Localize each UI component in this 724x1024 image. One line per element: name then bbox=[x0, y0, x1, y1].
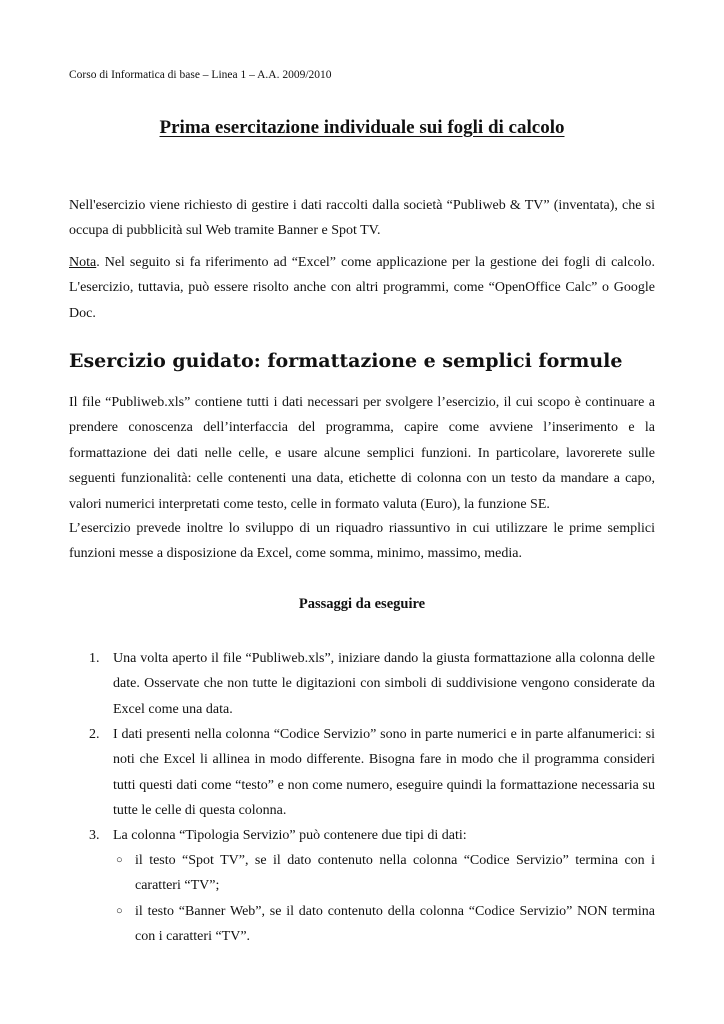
note-label: Nota bbox=[69, 255, 97, 270]
note-paragraph bbox=[69, 250, 655, 326]
steps-heading: Passaggi da eseguire bbox=[298, 596, 426, 612]
step-number: 2. bbox=[89, 727, 100, 742]
circle-bullet-icon: ○ bbox=[116, 854, 123, 866]
section-paragraph-1: Il file “Publiweb.xls” contiene tutti i dati necessari per svolgere l’esercizio, il cui scopo è continuare a prendere conoscenza dell’interfaccia del programma, capire come avviene l’inserimento e la formattazione dei dati nelle celle, e usare alcune semplici funzioni. In particolare, lavorerete sulle seguenti funzionalità: celle contenenti una data, etichette di colonna con un testo da mandare a capo, valori numerici interpretati come testo, celle in formato valuta (Euro), la funzione SE. bbox=[69, 395, 655, 512]
step-number: 1. bbox=[89, 651, 100, 666]
step-number: 3. bbox=[89, 828, 100, 843]
section-heading: Esercizio guidato: formattazione e semplici formule bbox=[69, 350, 623, 372]
course-header: Corso di Informatica di base – Linea 1 – A.A. 2009/2010 bbox=[69, 69, 332, 81]
section-paragraph-2: L’esercizio prevede inoltre lo sviluppo di un riquadro riassuntivo in cui utilizzare le prime semplici funzioni messe a disposizione da Excel, come somma, minimo, massimo, media. bbox=[69, 521, 655, 562]
sub-list-item: il testo “Banner Web”, se il dato contenuto della colonna “Codice Servizio” NON termina con i caratteri “TV”. bbox=[135, 904, 655, 945]
document-title: Prima esercitazione individuale sui fogli di calcolo bbox=[159, 117, 565, 138]
step-text: I dati presenti nella colonna “Codice Servizio” sono in parte numerici e in parte alfanumerici: si noti che Excel li allinea in modo differente. Bisogna fare in modo che il programma consideri tutti questi dati come “testo” e non come numero, eseguire quindi la formattazione necessaria su tutte le celle di questa colonna. bbox=[113, 727, 655, 819]
sub-list-item: il testo “Spot TV”, se il dato contenuto nella colonna “Codice Servizio” termina con i caratteri “TV”; bbox=[135, 853, 655, 894]
step-text: La colonna “Tipologia Servizio” può contenere due tipi di dati: bbox=[113, 828, 467, 843]
note-text: . Nel seguito si fa riferimento ad “Excel” come applicazione per la gestione dei fogli di calcolo. L'esercizio, tuttavia, può essere risolto anche con altri programmi, come “OpenOffice Calc” o Google Doc. bbox=[69, 255, 655, 321]
circle-bullet-icon: ○ bbox=[116, 905, 123, 917]
intro-paragraph: Nell'esercizio viene richiesto di gestire i dati raccolti dalla società “Publiweb & TV” (inventata), che si occupa di pubblicità sul Web tramite Banner e Spot TV. bbox=[69, 198, 655, 239]
step-text: Una volta aperto il file “Publiweb.xls”, iniziare dando la giusta formattazione alla colonna delle date. Osservate che non tutte le digitazioni con simboli di suddivisione vengono considerate da Excel come una data. bbox=[113, 651, 655, 717]
